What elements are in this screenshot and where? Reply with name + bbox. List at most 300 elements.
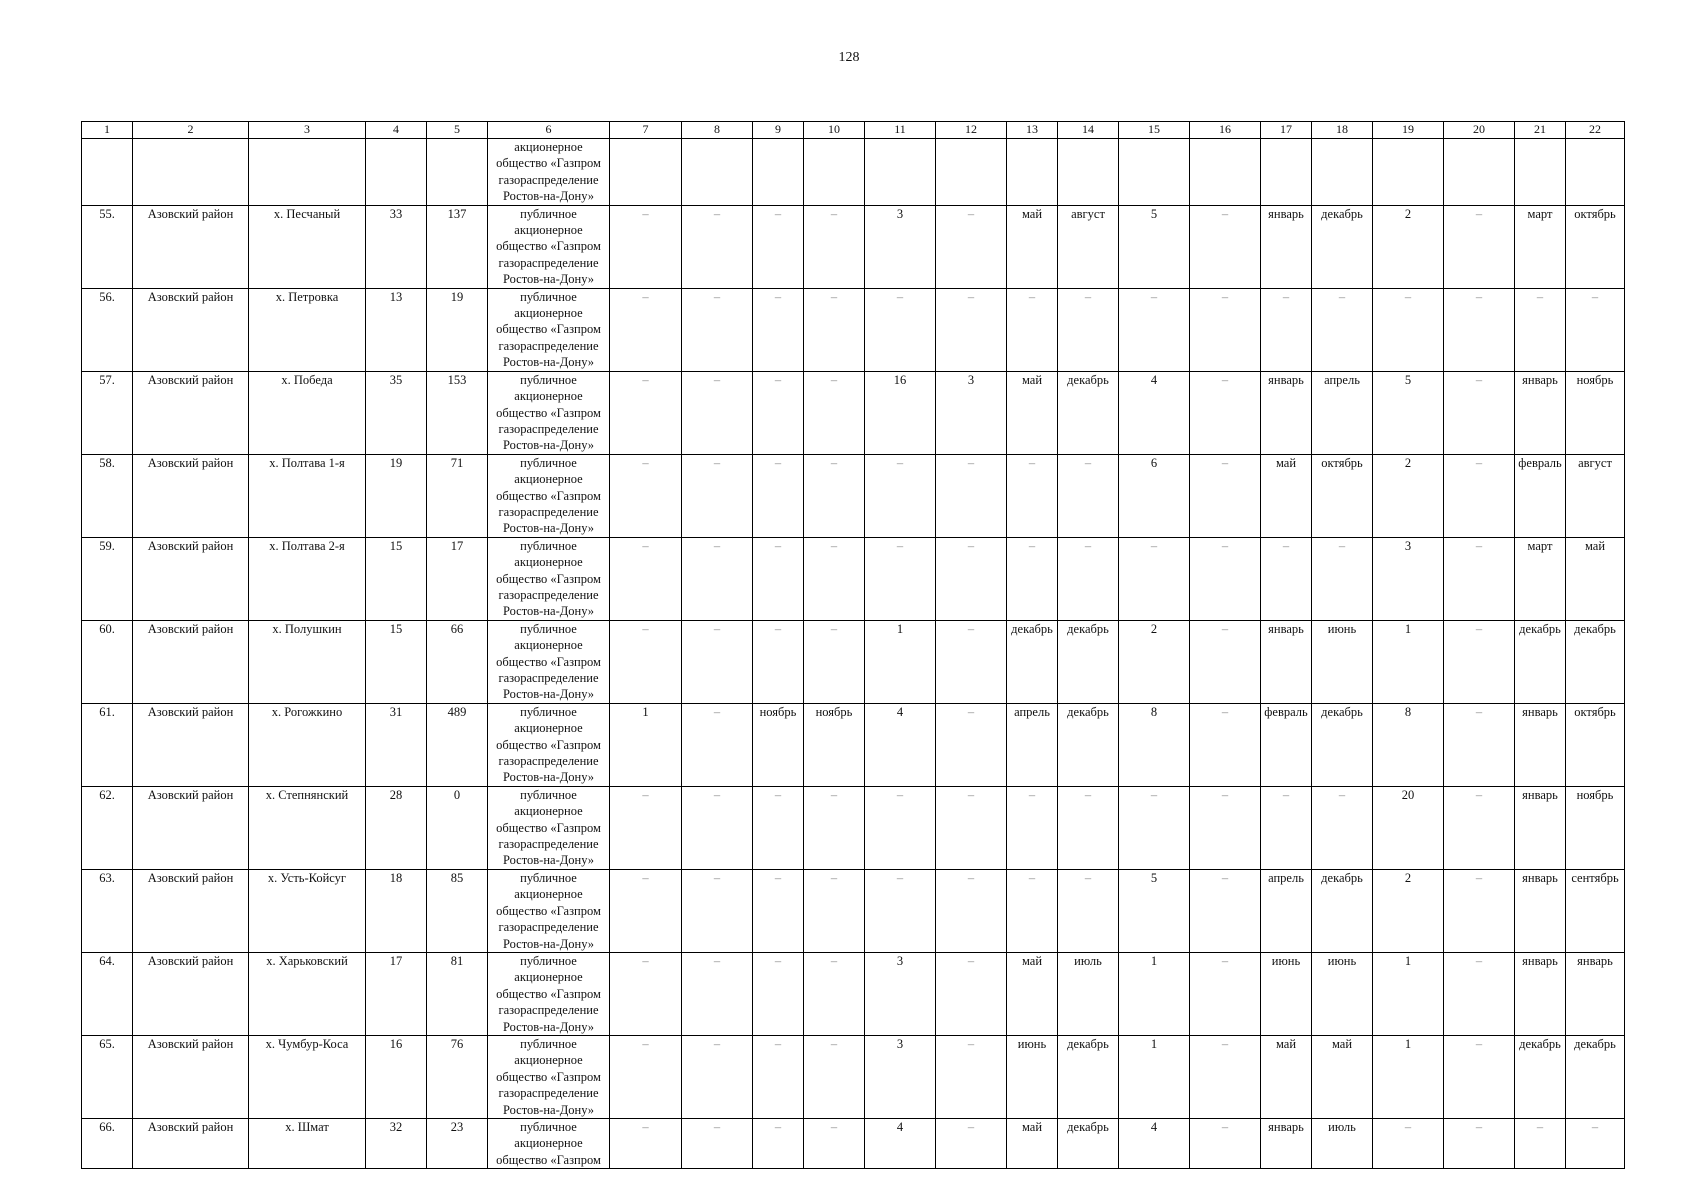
column-header-22: 22 bbox=[1566, 122, 1625, 139]
cell-col-6: публичное акционерное общество «Газпром газораспределение Ростов-на-Дону» bbox=[488, 288, 610, 371]
cell-col-5: 137 bbox=[427, 205, 488, 288]
cell-col-20: – bbox=[1444, 620, 1515, 703]
cell-col-3: х. Полтава 1-я bbox=[249, 454, 366, 537]
cell-col-3: х. Рогожкино bbox=[249, 703, 366, 786]
cell-col-13: май bbox=[1007, 1118, 1058, 1168]
cell-col-17: январь bbox=[1261, 371, 1312, 454]
cell-col-9: ноябрь bbox=[753, 703, 804, 786]
cell-col-22: октябрь bbox=[1566, 205, 1625, 288]
cell-col-9: – bbox=[753, 1035, 804, 1118]
cell-col-12: – bbox=[936, 869, 1007, 952]
cell-col-21: январь bbox=[1515, 869, 1566, 952]
cell-col-10: – bbox=[804, 1035, 865, 1118]
table-row bbox=[82, 869, 1625, 952]
cell-col-15: 1 bbox=[1119, 952, 1190, 1035]
cell-col-10: – bbox=[804, 620, 865, 703]
cell-col-8: – bbox=[682, 537, 753, 620]
cell-col-13: – bbox=[1007, 288, 1058, 371]
column-header-15: 15 bbox=[1119, 122, 1190, 139]
cell-col-18: апрель bbox=[1312, 371, 1373, 454]
cell-col-1: 58. bbox=[82, 454, 133, 537]
cell-col-22: август bbox=[1566, 454, 1625, 537]
cell-col-20: – bbox=[1444, 288, 1515, 371]
cell-col-14: – bbox=[1058, 288, 1119, 371]
table-row bbox=[82, 1035, 1625, 1118]
cell-col-12: – bbox=[936, 537, 1007, 620]
cell-col-21: декабрь bbox=[1515, 1035, 1566, 1118]
cell-col-19: 3 bbox=[1373, 537, 1444, 620]
cell-col-13 bbox=[1007, 139, 1058, 206]
column-header-21: 21 bbox=[1515, 122, 1566, 139]
cell-col-15 bbox=[1119, 139, 1190, 206]
cell-col-9: – bbox=[753, 786, 804, 869]
cell-col-22: октябрь bbox=[1566, 703, 1625, 786]
cell-col-22: май bbox=[1566, 537, 1625, 620]
cell-col-6: публичное акционерное общество «Газпром газораспределение Ростов-на-Дону» bbox=[488, 454, 610, 537]
cell-col-5: 85 bbox=[427, 869, 488, 952]
cell-col-17: – bbox=[1261, 786, 1312, 869]
cell-col-16: – bbox=[1190, 371, 1261, 454]
cell-col-19: 1 bbox=[1373, 952, 1444, 1035]
cell-col-20: – bbox=[1444, 537, 1515, 620]
cell-col-17: май bbox=[1261, 1035, 1312, 1118]
data-table bbox=[81, 121, 1625, 1169]
cell-col-2: Азовский район bbox=[133, 869, 249, 952]
cell-col-20 bbox=[1444, 139, 1515, 206]
cell-col-14: – bbox=[1058, 786, 1119, 869]
column-header-10: 10 bbox=[804, 122, 865, 139]
cell-col-4 bbox=[366, 139, 427, 206]
cell-col-9: – bbox=[753, 1118, 804, 1168]
cell-col-8: – bbox=[682, 1118, 753, 1168]
cell-col-21: январь bbox=[1515, 371, 1566, 454]
cell-col-11: – bbox=[865, 537, 936, 620]
cell-col-16: – bbox=[1190, 454, 1261, 537]
cell-col-2 bbox=[133, 139, 249, 206]
cell-col-22: декабрь bbox=[1566, 620, 1625, 703]
cell-col-6: публичное акционерное общество «Газпром газораспределение Ростов-на-Дону» bbox=[488, 205, 610, 288]
cell-col-4: 15 bbox=[366, 537, 427, 620]
cell-col-11: – bbox=[865, 454, 936, 537]
table-row bbox=[82, 288, 1625, 371]
cell-col-2: Азовский район bbox=[133, 371, 249, 454]
cell-col-12: – bbox=[936, 703, 1007, 786]
cell-col-7: – bbox=[610, 1035, 682, 1118]
cell-col-2: Азовский район bbox=[133, 786, 249, 869]
cell-col-1: 56. bbox=[82, 288, 133, 371]
cell-col-13: – bbox=[1007, 454, 1058, 537]
cell-col-4: 31 bbox=[366, 703, 427, 786]
cell-col-11: 1 bbox=[865, 620, 936, 703]
cell-col-8: – bbox=[682, 869, 753, 952]
cell-col-3 bbox=[249, 139, 366, 206]
cell-col-16: – bbox=[1190, 869, 1261, 952]
cell-col-16: – bbox=[1190, 620, 1261, 703]
cell-col-9: – bbox=[753, 952, 804, 1035]
cell-col-4: 33 bbox=[366, 205, 427, 288]
cell-col-16 bbox=[1190, 139, 1261, 206]
cell-col-21: – bbox=[1515, 1118, 1566, 1168]
cell-col-2: Азовский район bbox=[133, 288, 249, 371]
cell-col-7: – bbox=[610, 288, 682, 371]
cell-col-17: май bbox=[1261, 454, 1312, 537]
cell-col-15: 1 bbox=[1119, 1035, 1190, 1118]
cell-col-19: 1 bbox=[1373, 1035, 1444, 1118]
cell-col-10: – bbox=[804, 1118, 865, 1168]
cell-col-11: 3 bbox=[865, 205, 936, 288]
column-header-17: 17 bbox=[1261, 122, 1312, 139]
cell-col-10: – bbox=[804, 288, 865, 371]
cell-col-19: 1 bbox=[1373, 620, 1444, 703]
cell-col-17 bbox=[1261, 139, 1312, 206]
cell-col-22: сентябрь bbox=[1566, 869, 1625, 952]
cell-col-15: 5 bbox=[1119, 205, 1190, 288]
cell-col-2: Азовский район bbox=[133, 952, 249, 1035]
cell-col-11 bbox=[865, 139, 936, 206]
cell-col-1: 59. bbox=[82, 537, 133, 620]
cell-col-6: публичное акционерное общество «Газпром газораспределение Ростов-на-Дону» bbox=[488, 869, 610, 952]
cell-col-15: – bbox=[1119, 537, 1190, 620]
cell-col-2: Азовский район bbox=[133, 537, 249, 620]
column-header-9: 9 bbox=[753, 122, 804, 139]
cell-col-10: – bbox=[804, 537, 865, 620]
cell-col-14 bbox=[1058, 139, 1119, 206]
cell-col-10: – bbox=[804, 952, 865, 1035]
cell-col-12: – bbox=[936, 786, 1007, 869]
cell-col-16: – bbox=[1190, 1035, 1261, 1118]
cell-col-12: – bbox=[936, 620, 1007, 703]
cell-col-8: – bbox=[682, 454, 753, 537]
cell-col-12: – bbox=[936, 1035, 1007, 1118]
cell-col-2: Азовский район bbox=[133, 205, 249, 288]
cell-col-3: х. Чумбур-Коса bbox=[249, 1035, 366, 1118]
cell-col-8: – bbox=[682, 786, 753, 869]
table-row bbox=[82, 1118, 1625, 1168]
cell-col-16: – bbox=[1190, 537, 1261, 620]
cell-col-20: – bbox=[1444, 1035, 1515, 1118]
cell-col-17: июнь bbox=[1261, 952, 1312, 1035]
cell-col-22: декабрь bbox=[1566, 1035, 1625, 1118]
cell-col-18: декабрь bbox=[1312, 869, 1373, 952]
cell-col-12: – bbox=[936, 454, 1007, 537]
cell-col-1: 62. bbox=[82, 786, 133, 869]
cell-col-6: публичное акционерное общество «Газпром газораспределение Ростов-на-Дону» bbox=[488, 786, 610, 869]
cell-col-18: – bbox=[1312, 288, 1373, 371]
cell-col-15: 5 bbox=[1119, 869, 1190, 952]
cell-col-13: май bbox=[1007, 952, 1058, 1035]
cell-col-21: февраль bbox=[1515, 454, 1566, 537]
cell-col-19: 5 bbox=[1373, 371, 1444, 454]
cell-col-9: – bbox=[753, 454, 804, 537]
column-header-3: 3 bbox=[249, 122, 366, 139]
cell-col-18: июнь bbox=[1312, 620, 1373, 703]
cell-col-16: – bbox=[1190, 1118, 1261, 1168]
cell-col-7: – bbox=[610, 786, 682, 869]
cell-col-1: 57. bbox=[82, 371, 133, 454]
column-header-6: 6 bbox=[488, 122, 610, 139]
column-header-2: 2 bbox=[133, 122, 249, 139]
cell-col-5: 23 bbox=[427, 1118, 488, 1168]
cell-col-17: – bbox=[1261, 537, 1312, 620]
cell-col-18: – bbox=[1312, 537, 1373, 620]
cell-col-18: май bbox=[1312, 1035, 1373, 1118]
cell-col-8: – bbox=[682, 288, 753, 371]
cell-col-4: 17 bbox=[366, 952, 427, 1035]
column-header-19: 19 bbox=[1373, 122, 1444, 139]
cell-col-10: – bbox=[804, 205, 865, 288]
cell-col-15: 4 bbox=[1119, 1118, 1190, 1168]
cell-col-11: – bbox=[865, 869, 936, 952]
cell-col-1: 63. bbox=[82, 869, 133, 952]
cell-col-7: – bbox=[610, 371, 682, 454]
cell-col-20: – bbox=[1444, 1118, 1515, 1168]
column-header-14: 14 bbox=[1058, 122, 1119, 139]
cell-col-3: х. Полушкин bbox=[249, 620, 366, 703]
cell-col-17: февраль bbox=[1261, 703, 1312, 786]
cell-col-12: 3 bbox=[936, 371, 1007, 454]
cell-col-5: 19 bbox=[427, 288, 488, 371]
cell-col-11: 4 bbox=[865, 703, 936, 786]
table-row bbox=[82, 703, 1625, 786]
cell-col-22: ноябрь bbox=[1566, 786, 1625, 869]
cell-col-18: июнь bbox=[1312, 952, 1373, 1035]
column-header-13: 13 bbox=[1007, 122, 1058, 139]
cell-col-7: – bbox=[610, 620, 682, 703]
cell-col-18: декабрь bbox=[1312, 703, 1373, 786]
column-number-row bbox=[82, 122, 1625, 139]
cell-col-3: х. Харьковский bbox=[249, 952, 366, 1035]
column-header-1: 1 bbox=[82, 122, 133, 139]
cell-col-7: – bbox=[610, 454, 682, 537]
column-header-11: 11 bbox=[865, 122, 936, 139]
cell-col-16: – bbox=[1190, 288, 1261, 371]
cell-col-4: 35 bbox=[366, 371, 427, 454]
table-header bbox=[82, 122, 1625, 139]
cell-col-17: январь bbox=[1261, 620, 1312, 703]
cell-col-19: 2 bbox=[1373, 205, 1444, 288]
cell-col-18: – bbox=[1312, 786, 1373, 869]
cell-col-13: май bbox=[1007, 371, 1058, 454]
cell-col-14: декабрь bbox=[1058, 1118, 1119, 1168]
cell-col-9: – bbox=[753, 288, 804, 371]
cell-col-20: – bbox=[1444, 703, 1515, 786]
cell-col-13: – bbox=[1007, 869, 1058, 952]
cell-col-6: публичное акционерное общество «Газпром bbox=[488, 1118, 610, 1168]
cell-col-4: 32 bbox=[366, 1118, 427, 1168]
cell-col-15: 4 bbox=[1119, 371, 1190, 454]
cell-col-5: 71 bbox=[427, 454, 488, 537]
cell-col-19: – bbox=[1373, 288, 1444, 371]
table-row bbox=[82, 205, 1625, 288]
cell-col-15: – bbox=[1119, 786, 1190, 869]
table-row bbox=[82, 786, 1625, 869]
cell-col-16: – bbox=[1190, 952, 1261, 1035]
cell-col-6: публичное акционерное общество «Газпром газораспределение Ростов-на-Дону» bbox=[488, 371, 610, 454]
cell-col-1 bbox=[82, 139, 133, 206]
cell-col-21: март bbox=[1515, 537, 1566, 620]
cell-col-20: – bbox=[1444, 205, 1515, 288]
cell-col-17: январь bbox=[1261, 205, 1312, 288]
cell-col-5: 76 bbox=[427, 1035, 488, 1118]
cell-col-3: х. Степнянский bbox=[249, 786, 366, 869]
cell-col-16: – bbox=[1190, 205, 1261, 288]
cell-col-11: 4 bbox=[865, 1118, 936, 1168]
cell-col-16: – bbox=[1190, 786, 1261, 869]
cell-col-8: – bbox=[682, 371, 753, 454]
cell-col-4: 13 bbox=[366, 288, 427, 371]
table-row bbox=[82, 371, 1625, 454]
cell-col-12 bbox=[936, 139, 1007, 206]
cell-col-15: – bbox=[1119, 288, 1190, 371]
cell-col-2: Азовский район bbox=[133, 620, 249, 703]
cell-col-12: – bbox=[936, 1118, 1007, 1168]
cell-col-6: публичное акционерное общество «Газпром газораспределение Ростов-на-Дону» bbox=[488, 1035, 610, 1118]
cell-col-4: 18 bbox=[366, 869, 427, 952]
cell-col-21: март bbox=[1515, 205, 1566, 288]
cell-col-14: – bbox=[1058, 869, 1119, 952]
cell-col-14: – bbox=[1058, 537, 1119, 620]
cell-col-14: декабрь bbox=[1058, 620, 1119, 703]
cell-col-21: январь bbox=[1515, 786, 1566, 869]
cell-col-6: публичное акционерное общество «Газпром газораспределение Ростов-на-Дону» bbox=[488, 537, 610, 620]
cell-col-14: декабрь bbox=[1058, 1035, 1119, 1118]
column-header-12: 12 bbox=[936, 122, 1007, 139]
cell-col-8: – bbox=[682, 1035, 753, 1118]
cell-col-2: Азовский район bbox=[133, 1118, 249, 1168]
column-header-8: 8 bbox=[682, 122, 753, 139]
cell-col-3: х. Победа bbox=[249, 371, 366, 454]
cell-col-15: 8 bbox=[1119, 703, 1190, 786]
cell-col-11: 3 bbox=[865, 952, 936, 1035]
cell-col-9: – bbox=[753, 205, 804, 288]
cell-col-19: 20 bbox=[1373, 786, 1444, 869]
cell-col-3: х. Усть-Койсуг bbox=[249, 869, 366, 952]
cell-col-15: 6 bbox=[1119, 454, 1190, 537]
column-header-20: 20 bbox=[1444, 122, 1515, 139]
cell-col-20: – bbox=[1444, 952, 1515, 1035]
cell-col-13: – bbox=[1007, 786, 1058, 869]
cell-col-20: – bbox=[1444, 869, 1515, 952]
cell-col-18 bbox=[1312, 139, 1373, 206]
column-header-16: 16 bbox=[1190, 122, 1261, 139]
cell-col-21: декабрь bbox=[1515, 620, 1566, 703]
cell-col-4: 28 bbox=[366, 786, 427, 869]
cell-col-5: 66 bbox=[427, 620, 488, 703]
cell-col-3: х. Песчаный bbox=[249, 205, 366, 288]
cell-col-22 bbox=[1566, 139, 1625, 206]
cell-col-12: – bbox=[936, 288, 1007, 371]
table-row bbox=[82, 537, 1625, 620]
cell-col-8: – bbox=[682, 205, 753, 288]
cell-col-18: июль bbox=[1312, 1118, 1373, 1168]
cell-col-21: – bbox=[1515, 288, 1566, 371]
column-header-5: 5 bbox=[427, 122, 488, 139]
cell-col-4: 15 bbox=[366, 620, 427, 703]
cell-col-5: 0 bbox=[427, 786, 488, 869]
cell-col-2: Азовский район bbox=[133, 1035, 249, 1118]
cell-col-4: 19 bbox=[366, 454, 427, 537]
cell-col-6: публичное акционерное общество «Газпром газораспределение Ростов-на-Дону» bbox=[488, 952, 610, 1035]
cell-col-7: – bbox=[610, 205, 682, 288]
cell-col-8: – bbox=[682, 952, 753, 1035]
cell-col-12: – bbox=[936, 952, 1007, 1035]
cell-col-5: 153 bbox=[427, 371, 488, 454]
cell-col-6: публичное акционерное общество «Газпром газораспределение Ростов-на-Дону» bbox=[488, 620, 610, 703]
cell-col-22: январь bbox=[1566, 952, 1625, 1035]
cell-col-9: – bbox=[753, 371, 804, 454]
cell-col-1: 55. bbox=[82, 205, 133, 288]
table-row bbox=[82, 952, 1625, 1035]
cell-col-8: – bbox=[682, 620, 753, 703]
cell-col-18: декабрь bbox=[1312, 205, 1373, 288]
cell-col-14: – bbox=[1058, 454, 1119, 537]
cell-col-14: декабрь bbox=[1058, 703, 1119, 786]
cell-col-9: – bbox=[753, 537, 804, 620]
cell-col-7 bbox=[610, 139, 682, 206]
cell-col-10: – bbox=[804, 786, 865, 869]
cell-col-11: – bbox=[865, 786, 936, 869]
cell-col-1: 65. bbox=[82, 1035, 133, 1118]
cell-col-3: х. Шмат bbox=[249, 1118, 366, 1168]
cell-col-5: 81 bbox=[427, 952, 488, 1035]
cell-col-8 bbox=[682, 139, 753, 206]
cell-col-13: май bbox=[1007, 205, 1058, 288]
column-header-4: 4 bbox=[366, 122, 427, 139]
cell-col-14: август bbox=[1058, 205, 1119, 288]
column-header-18: 18 bbox=[1312, 122, 1373, 139]
cell-col-22: – bbox=[1566, 288, 1625, 371]
cell-col-5: 17 bbox=[427, 537, 488, 620]
cell-col-7: – bbox=[610, 537, 682, 620]
cell-col-11: 3 bbox=[865, 1035, 936, 1118]
cell-col-10: – bbox=[804, 869, 865, 952]
cell-col-19: 8 bbox=[1373, 703, 1444, 786]
cell-col-10 bbox=[804, 139, 865, 206]
cell-col-18: октябрь bbox=[1312, 454, 1373, 537]
cell-col-20: – bbox=[1444, 786, 1515, 869]
cell-col-15: 2 bbox=[1119, 620, 1190, 703]
cell-col-21: январь bbox=[1515, 952, 1566, 1035]
cell-col-13: июнь bbox=[1007, 1035, 1058, 1118]
column-header-7: 7 bbox=[610, 122, 682, 139]
cell-col-3: х. Полтава 2-я bbox=[249, 537, 366, 620]
cell-col-9 bbox=[753, 139, 804, 206]
cell-col-7: – bbox=[610, 869, 682, 952]
cell-col-17: – bbox=[1261, 288, 1312, 371]
cell-col-9: – bbox=[753, 620, 804, 703]
cell-col-6: публичное акционерное общество «Газпром газораспределение Ростов-на-Дону» bbox=[488, 703, 610, 786]
cell-col-6: акционерное общество «Газпром газораспределение Ростов-на-Дону» bbox=[488, 139, 610, 206]
cell-col-12: – bbox=[936, 205, 1007, 288]
cell-col-1: 64. bbox=[82, 952, 133, 1035]
table-row bbox=[82, 620, 1625, 703]
table-body bbox=[82, 139, 1625, 1169]
cell-col-8: – bbox=[682, 703, 753, 786]
cell-col-19 bbox=[1373, 139, 1444, 206]
cell-col-1: 60. bbox=[82, 620, 133, 703]
cell-col-22: – bbox=[1566, 1118, 1625, 1168]
cell-col-13: апрель bbox=[1007, 703, 1058, 786]
cell-col-11: – bbox=[865, 288, 936, 371]
cell-col-7: 1 bbox=[610, 703, 682, 786]
cell-col-16: – bbox=[1190, 703, 1261, 786]
table-row-continued bbox=[82, 139, 1625, 206]
cell-col-10: ноябрь bbox=[804, 703, 865, 786]
cell-col-3: х. Петровка bbox=[249, 288, 366, 371]
cell-col-5 bbox=[427, 139, 488, 206]
table-row bbox=[82, 454, 1625, 537]
cell-col-11: 16 bbox=[865, 371, 936, 454]
